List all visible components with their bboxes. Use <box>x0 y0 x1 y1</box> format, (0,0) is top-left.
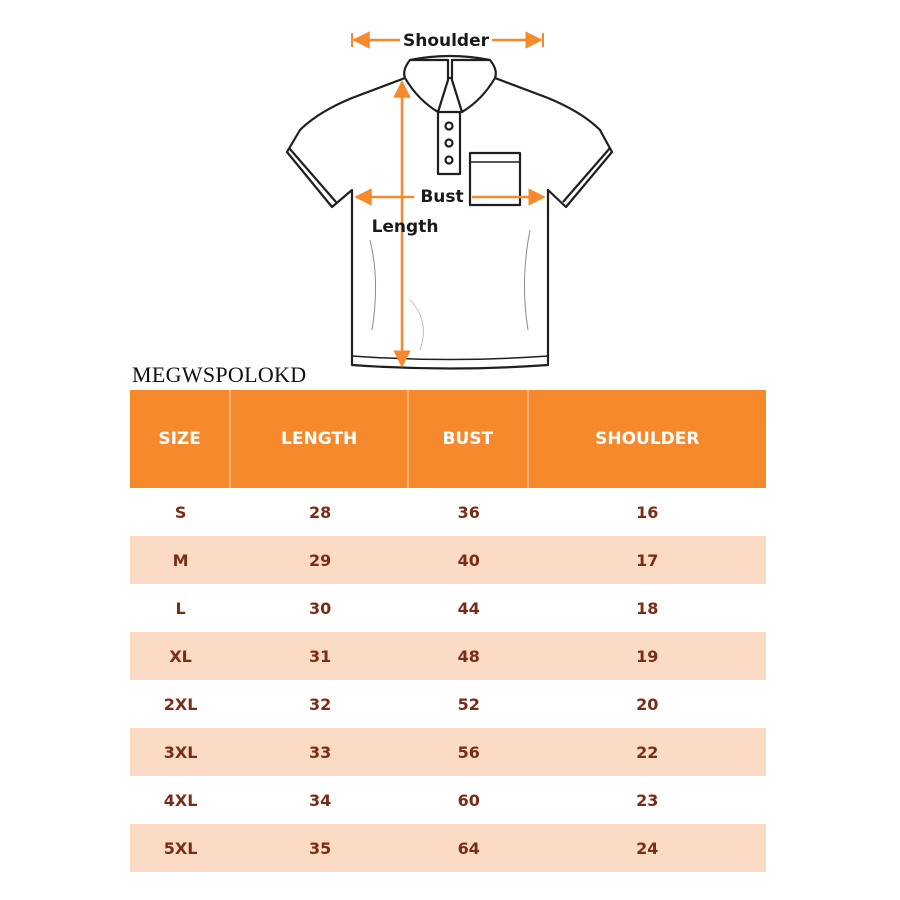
table-row <box>130 824 766 872</box>
size-chart-table <box>130 390 766 872</box>
polo-shirt-illustration <box>0 0 900 380</box>
measurement-diagram <box>0 0 900 380</box>
size-cell: 4XL <box>163 790 198 810</box>
size-cell: 2XL <box>163 694 198 714</box>
length-cell: 28 <box>308 502 332 522</box>
bust-cell: 40 <box>409 536 529 584</box>
bust-cell: 44 <box>457 598 480 618</box>
table-row <box>130 488 766 536</box>
shoulder-cell: 23 <box>636 790 659 810</box>
bust-cell: 52 <box>457 694 480 714</box>
table-row <box>130 680 766 728</box>
bust-cell: 60 <box>457 790 480 810</box>
bust-cell: 56 <box>409 728 529 776</box>
length-cell: 31 <box>231 632 409 680</box>
shoulder-cell: 17 <box>529 536 766 584</box>
length-cell: 32 <box>308 694 332 714</box>
shoulder-cell: 24 <box>529 824 766 872</box>
bust-cell: 64 <box>409 824 529 872</box>
column-header-size: SIZE <box>130 390 231 488</box>
table-row <box>130 584 766 632</box>
length-label: Length <box>371 217 439 237</box>
product-code: MEGWSPOLOKD <box>132 362 307 387</box>
length-cell: 33 <box>231 728 409 776</box>
length-cell: 34 <box>308 790 332 810</box>
table-row <box>130 632 766 680</box>
size-cell: L <box>175 598 186 618</box>
size-cell: 5XL <box>130 824 231 872</box>
shoulder-label: Shoulder <box>402 31 490 51</box>
shoulder-cell: 18 <box>636 598 659 618</box>
table-row <box>130 728 766 776</box>
size-cell: 3XL <box>130 728 231 776</box>
size-cell: XL <box>130 632 231 680</box>
table-header-row <box>130 390 766 488</box>
length-cell: 30 <box>308 598 332 618</box>
table-row <box>130 536 766 584</box>
length-cell: 35 <box>231 824 409 872</box>
table-row <box>130 776 766 824</box>
bust-cell: 48 <box>409 632 529 680</box>
shoulder-cell: 22 <box>529 728 766 776</box>
shoulder-cell: 20 <box>636 694 659 714</box>
shoulder-dimension <box>352 31 543 51</box>
bust-cell: 36 <box>457 502 480 522</box>
shoulder-cell: 16 <box>636 502 659 522</box>
length-cell: 29 <box>231 536 409 584</box>
polo-shirt-icon <box>287 56 612 369</box>
column-header-bust: BUST <box>409 390 529 488</box>
size-cell: M <box>130 536 231 584</box>
size-cell: S <box>174 502 187 522</box>
bust-label: Bust <box>420 187 464 207</box>
shoulder-cell: 19 <box>529 632 766 680</box>
column-header-length: LENGTH <box>231 390 409 488</box>
column-header-shoulder: SHOULDER <box>529 390 766 488</box>
